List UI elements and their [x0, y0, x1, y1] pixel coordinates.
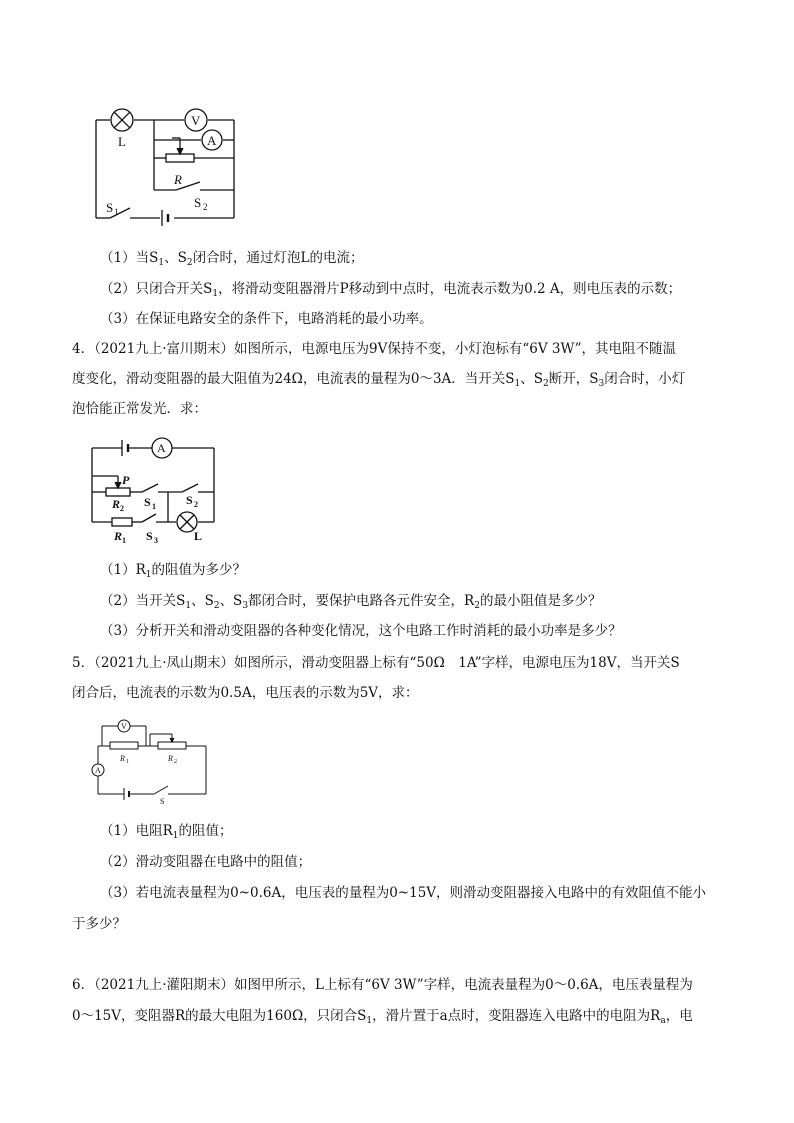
- q4-stem-sub: 2: [543, 379, 549, 389]
- q5-item-1: [100, 822, 233, 845]
- q5-item-2-text: 滑动变阻器在电路中的阻值；: [135, 854, 312, 870]
- q5-item-1-num: （1）: [100, 823, 136, 839]
- q4-item-2-sub: 2: [474, 601, 480, 611]
- q4-item-2-text: 的最小阻值是多少？: [479, 593, 602, 609]
- q4-item-2-sub: 1: [185, 601, 192, 611]
- q3-item-2-num: （2）: [100, 281, 136, 297]
- q3-label-voltmeter: V: [191, 113, 201, 128]
- q3-label-lamp: L: [118, 134, 126, 149]
- q4-item-2-sub: 2: [213, 601, 220, 611]
- q3-label-s2: S: [194, 195, 202, 210]
- q4-item-1: [100, 561, 246, 584]
- q4-stem-line-1: 4．（2021九上·富川期末）如图所示，电源电压为9V保持不变，小灯泡标有“6V 3W”，其电阻不随温: [72, 341, 676, 357]
- q3-item-1-num: （1）: [100, 250, 136, 266]
- q5-item-2: [100, 853, 311, 871]
- q5-label-voltmeter: V: [121, 722, 127, 731]
- q4-stem-line-2: [72, 370, 685, 393]
- q4-label-p: P: [122, 473, 130, 487]
- q4-label-s1: S: [144, 495, 151, 509]
- q3-item-3-text: 在保证电路安全的条件下，电路消耗的最小功率。: [135, 311, 433, 327]
- q3-item-1-text: 、S: [164, 250, 187, 266]
- q4-item-1-num: （1）: [100, 562, 136, 578]
- q4-item-1-sub: 1: [145, 570, 152, 580]
- q3-label-s1-sub: 1: [114, 207, 119, 217]
- q4-item-3-num: （3）: [100, 623, 136, 639]
- q4-label-r1: R: [114, 529, 123, 543]
- q4-label-lamp: L: [194, 529, 203, 543]
- q3-item-1-sub: 2: [186, 258, 193, 268]
- q4-label-s3: S: [146, 529, 153, 543]
- q5-label-r2-sub: 2: [174, 759, 177, 765]
- q4-label-s2-sub: 2: [194, 500, 198, 509]
- q5-item-3: [100, 884, 706, 902]
- q5-item-1-text: 的阻值；: [178, 823, 233, 839]
- q3-label-ammeter: A: [207, 133, 217, 148]
- q3-item-2-text: 只闭合开关S: [135, 281, 213, 297]
- q5-item-3-num: （3）: [100, 885, 136, 901]
- q3-item-1-sub: 1: [158, 258, 165, 268]
- q5-item-1-sub: 1: [172, 831, 179, 841]
- q5-label-r1: R: [120, 754, 125, 763]
- q5-label-switch: S: [160, 797, 165, 806]
- q3-label-resistor: R: [174, 172, 182, 187]
- q5-item-3-text: 若电流表量程为0~0.6A，电压表的量程为0~15V，则滑动变阻器接入电路中的有效阻值不能小: [135, 885, 707, 901]
- q4-label-s3-sub: 3: [154, 536, 158, 545]
- q4-item-1-text: 的阻值为多少？: [151, 562, 246, 578]
- q5-stem-line-1: 5．（2021九上·凤山期末）如图所示，滑动变阻器上标有“50Ω 1A”字样，电源电压为18V，当开关S: [72, 655, 680, 671]
- q4-stem-line-3: 泡恰能正常发光．求：: [72, 401, 207, 417]
- q3-item-1-text: 闭合时，通过灯泡L的电流；: [192, 250, 364, 266]
- q4-item-2-text: 都闭合时，要保护电路各元件安全，R: [248, 593, 475, 609]
- q4-item-1-text: R: [135, 562, 146, 578]
- q3-item-2-sub: 1: [212, 289, 219, 299]
- q3-label-s2-sub: 2: [203, 202, 208, 212]
- q4-stem-sub: 3: [598, 379, 605, 389]
- q6-stem-sub: 1: [366, 1016, 373, 1026]
- q5-stem-line-2: 闭合后，电流表的示数为0.5A，电压表的示数为5V，求：: [72, 685, 419, 701]
- q4-label-r1-sub: 1: [122, 536, 126, 545]
- q5-label-ammeter: A: [95, 766, 101, 775]
- q5-label-r1-sub: 1: [126, 759, 129, 765]
- q3-item-2-text: ，将滑动变阻器滑片P移动到中点时，电流表示数为0.2 A，则电压表的示数；: [218, 281, 682, 297]
- q5-item-2-num: （2）: [100, 854, 136, 870]
- q4-stem-text: 、S: [520, 371, 544, 387]
- q4-item-2-text: 、S: [191, 593, 214, 609]
- q4-label-ammeter: A: [157, 441, 166, 455]
- q4-item-3: [100, 622, 622, 640]
- q4-circuit-diagram: [86, 436, 226, 546]
- q5-circuit-diagram: [88, 714, 218, 808]
- q6-stem-line-2: [72, 1007, 693, 1030]
- q4-item-2-text: 、S: [219, 593, 243, 609]
- q3-item-3: [100, 310, 433, 328]
- q3-circuit-diagram: [88, 100, 248, 229]
- q6-stem-line-1: 6．（2021九上·灌阳期末）如图甲所示，L上标有“6V 3W”字样，电流表量程为0～0.6A，电压表量程为: [72, 977, 693, 993]
- q3-item-1-text: 当S: [135, 250, 159, 266]
- q6-stem-sub: a: [660, 1016, 666, 1026]
- q4-item-2-num: （2）: [100, 593, 136, 609]
- q6-stem-text: ，滑片置于a点时，变阻器连入电路中的电阻为R: [372, 1008, 661, 1024]
- q3-label-s1: S: [106, 200, 114, 215]
- q4-stem-text: 度变化，滑动变阻器的最大阻值为24Ω，电流表的量程为0～3A．当开关S: [72, 371, 515, 387]
- q4-stem-text: 闭合时，小灯: [604, 371, 686, 387]
- q4-stem-text: 断开，S: [548, 371, 599, 387]
- q3-item-1: [100, 249, 364, 272]
- q4-item-3-text: 分析开关和滑动变阻器的各种变化情况，这个电路工作时消耗的最小功率是多少？: [135, 623, 622, 639]
- q4-label-s1-sub: 1: [152, 502, 156, 511]
- q5-item-3-continued: 于多少？: [72, 916, 126, 932]
- q4-label-r2: R: [112, 497, 121, 511]
- q4-item-2-sub: 3: [242, 601, 249, 611]
- q4-item-2-text: 当开关S: [135, 593, 186, 609]
- q4-label-s2: S: [186, 493, 193, 507]
- q3-item-3-num: （3）: [100, 311, 136, 327]
- q3-item-2: [100, 280, 681, 303]
- q6-stem-text: ，电: [665, 1008, 693, 1024]
- q6-stem-text: 0～15V，变阻器R的最大电阻为160Ω，只闭合S: [72, 1008, 367, 1024]
- q5-item-1-text: 电阻R: [135, 823, 173, 839]
- q4-item-2: [100, 592, 601, 615]
- q5-label-r2: R: [168, 754, 173, 763]
- q4-stem-sub: 1: [514, 379, 521, 389]
- q4-label-r2-sub: 2: [120, 504, 124, 513]
